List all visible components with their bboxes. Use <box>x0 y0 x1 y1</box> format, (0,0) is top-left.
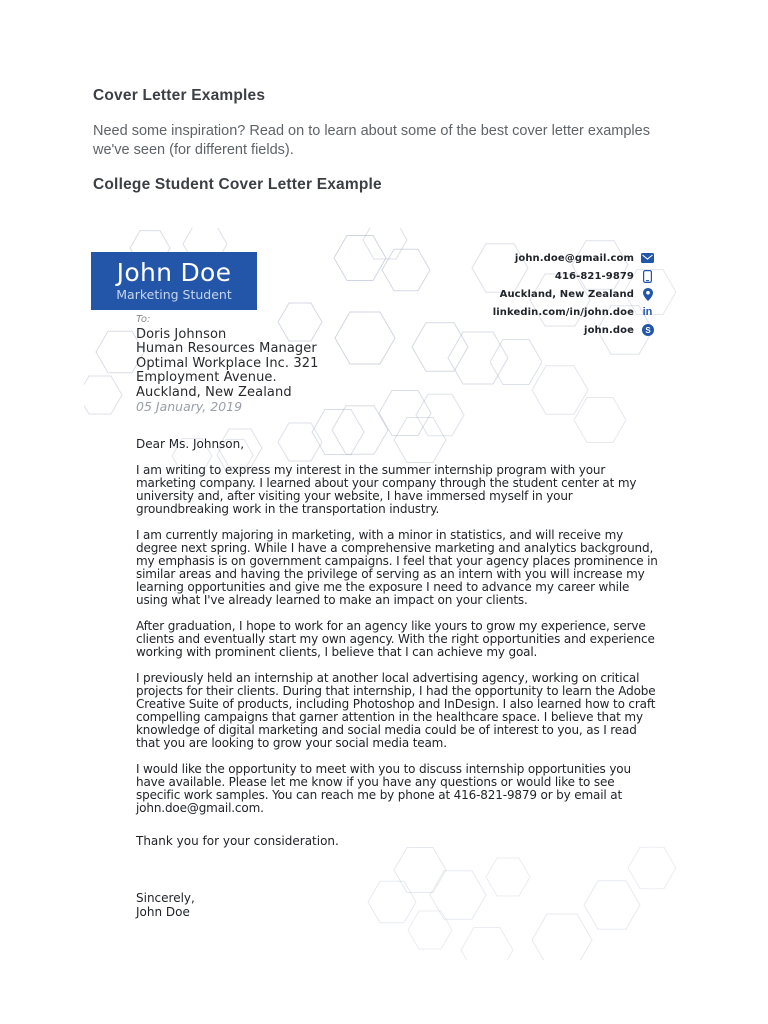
closing-block <box>136 892 660 919</box>
thanks-line: Thank you for your consideration. <box>136 834 339 849</box>
closing-line: Sincerely, <box>136 891 195 906</box>
section-title: College Student Cover Letter Example <box>93 176 382 193</box>
skype-text: john.doe <box>584 324 634 336</box>
linkedin-icon: in <box>642 305 653 318</box>
to-label: To: <box>136 314 151 325</box>
svg-text:S: S <box>644 325 651 335</box>
letter-body <box>136 314 660 919</box>
email-icon <box>640 253 655 263</box>
cover-letter-example-image <box>84 228 684 960</box>
salutation: Dear Ms. Johnson, <box>136 437 245 452</box>
letter-paragraph: I previously held an internship at another local advertising agency, working on critical projects for their clients. During that internship, I had the opportunity to learn the Adobe Creative Suite of products, including Photoshop and InDesign. I also learned how to craft compelling campaigns that garner attention in the healthcare space. I believe that my knowledge of digital marketing and social media could be of interest to you, as I read that you are looking to grow your social media team. <box>136 671 656 751</box>
page-title: Cover Letter Examples <box>93 87 266 104</box>
recipient-title: Human Resources Manager <box>136 341 317 357</box>
candidate-role: Marketing Student <box>116 287 232 302</box>
phone-icon <box>640 270 655 283</box>
letter-paragraph: I am currently majoring in marketing, with a minor in statistics, and will receive my degree next spring. While I have a comprehensive marketing and analytics background, my emphasis is on government campaigns. I feel that your agency places prominence in similar areas and having the privilege of serving as an intern with you will increase my learning opportunities and give me the exposure I need to advance my career while using what I've already learned to make an impact on your clients. <box>136 528 658 608</box>
email-text: john.doe@gmail.com <box>514 252 634 264</box>
phone-text: 416-821-9879 <box>554 270 634 282</box>
recipient-street: Employment Avenue. <box>136 370 277 386</box>
contact-row-phone <box>493 267 634 285</box>
recipient-name: Doris Johnson <box>136 327 227 342</box>
signature-name: John Doe <box>136 904 190 919</box>
recipient-company: Optimal Workplace Inc. 321 <box>136 355 319 371</box>
recipient-city: Auckland, New Zealand <box>136 384 292 400</box>
intro-paragraph: Need some inspiration? Read on to learn about some of the best cover letter examples we've seen (for different fields). <box>93 123 650 158</box>
letter-paragraph: I would like the opportunity to meet with you to discuss internship opportunities you have available. Please let me know if you have any questions or would like to see specific work samples. You can reach me by phone at 416-821-9879 or by email at john.doe@gmail.com. <box>136 762 631 816</box>
recipient-address <box>136 325 660 400</box>
location-text: Auckland, New Zealand <box>499 288 634 300</box>
contact-row-location <box>493 285 634 303</box>
contact-row-email <box>493 249 634 267</box>
location-icon <box>640 288 655 301</box>
letter-paragraph: After graduation, I hope to work for an agency like yours to grow my experience, serve clients and eventually start my own agency. With the right opportunities and experience working with prominent clients, I believe that I can achieve my goal. <box>136 619 655 660</box>
letter-date: 05 January, 2019 <box>136 399 243 415</box>
candidate-name: John Doe <box>116 258 232 287</box>
letter-paragraph: I am writing to express my interest in the summer internship program with your marketing company. I learned about your company through the student center at my university and, after visiting your website, I have immersed myself in your groundbreaking work in the transportation industry. <box>136 463 637 517</box>
linkedin-text: linkedin.com/in/john.doe <box>492 306 634 318</box>
letterhead-name-box <box>91 252 257 310</box>
